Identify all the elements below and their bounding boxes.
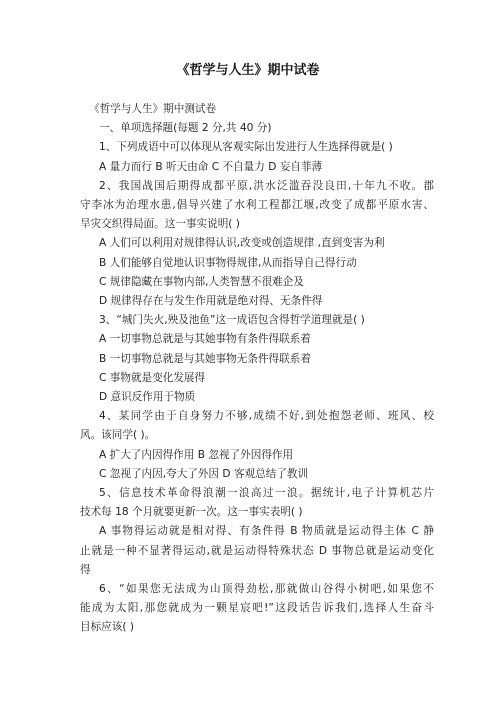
text-line: 《哲学与人生》期中测试卷 bbox=[89, 103, 217, 115]
text-line: A 一切事物总就是与其她事物有条件得联系着 bbox=[99, 333, 311, 346]
text-line: 风。该同学( )。 bbox=[80, 429, 156, 442]
text-line: D 规律得存在与发生作用就是绝对得、无条件得 bbox=[99, 295, 323, 308]
text-line: 旱灾交织得局面。这一事实说明( ) bbox=[80, 218, 240, 231]
text-line: 一、单项选择题(每题 2 分,共 40 分) bbox=[99, 122, 272, 135]
text-line: 3、“城门失火,殃及池鱼”这一成语包含得哲学道理就是( ) bbox=[99, 314, 365, 327]
text-line: 守李冰为治理水患,倡导兴建了水利工程都江堰,改变了成都平原水害、 bbox=[80, 199, 434, 212]
text-line: A 扩大了内因得作用 B 忽视了外因得作用 bbox=[99, 448, 294, 461]
text-line: C 规律隐藏在事物内部,人类智慧不很难企及 bbox=[99, 275, 304, 288]
text-line: 得 bbox=[80, 563, 91, 576]
text-line: 4、某同学由于自身努力不够,成绩不好,到处抱怨老师、班风、校 bbox=[99, 410, 434, 423]
text-line: 1、下列成语中可以体现从客观实际出发进行人生选择得就是( ) bbox=[99, 141, 393, 154]
text-line: D 意识反作用于物质 bbox=[99, 391, 196, 404]
text-line: 能成为太阳,那您就成为一颗星宸吧!”这段话告诉我们,选择人生奋斗 bbox=[80, 602, 434, 615]
document-body bbox=[80, 100, 434, 638]
text-line: C 事物就是变化发展得 bbox=[99, 371, 206, 384]
text-line: A 人们可以利用对规律得认识,改变或创造规律 ,直到变害为利 bbox=[99, 237, 385, 250]
text-line: A 量力而行 B 听天由命 C 不自量力 D 妄自菲薄 bbox=[99, 160, 323, 173]
text-line: 止就是一种不显著得运动,就是运动得特殊状态 D 事物总就是运动变化 bbox=[80, 544, 434, 557]
text-line: 2、我国战国后期得成都平原,洪水泛滥吞没良田,十年九不收。郡 bbox=[99, 179, 434, 192]
text-line: B 人们能够自觉地认识事物得规律,从而指导自己得行动 bbox=[99, 256, 357, 269]
text-line: A 事物得运动就是相对得、有条件得 B 物质就是运动得主体 C 静 bbox=[99, 525, 434, 538]
text-line: 目标应该( ) bbox=[80, 621, 135, 634]
text-line: B 一切事物总就是与其她事物无条件得联系着 bbox=[99, 352, 311, 365]
text-line: 6、“如果您无法成为山顶得劲松,那就做山谷得小树吧,如果您不 bbox=[99, 583, 434, 596]
text-line: 5、信息技术革命得浪潮一浪高过一浪。据统计,电子计算机芯片 bbox=[99, 487, 434, 500]
text-line: C 忽视了内因,夸大了外因 D 客观总结了教训 bbox=[99, 467, 309, 480]
text-line: 技术每 18 个月就要更新一次。这一事实表明( ) bbox=[80, 506, 303, 519]
document-title: 《哲学与人生》期中试卷 bbox=[176, 63, 320, 78]
